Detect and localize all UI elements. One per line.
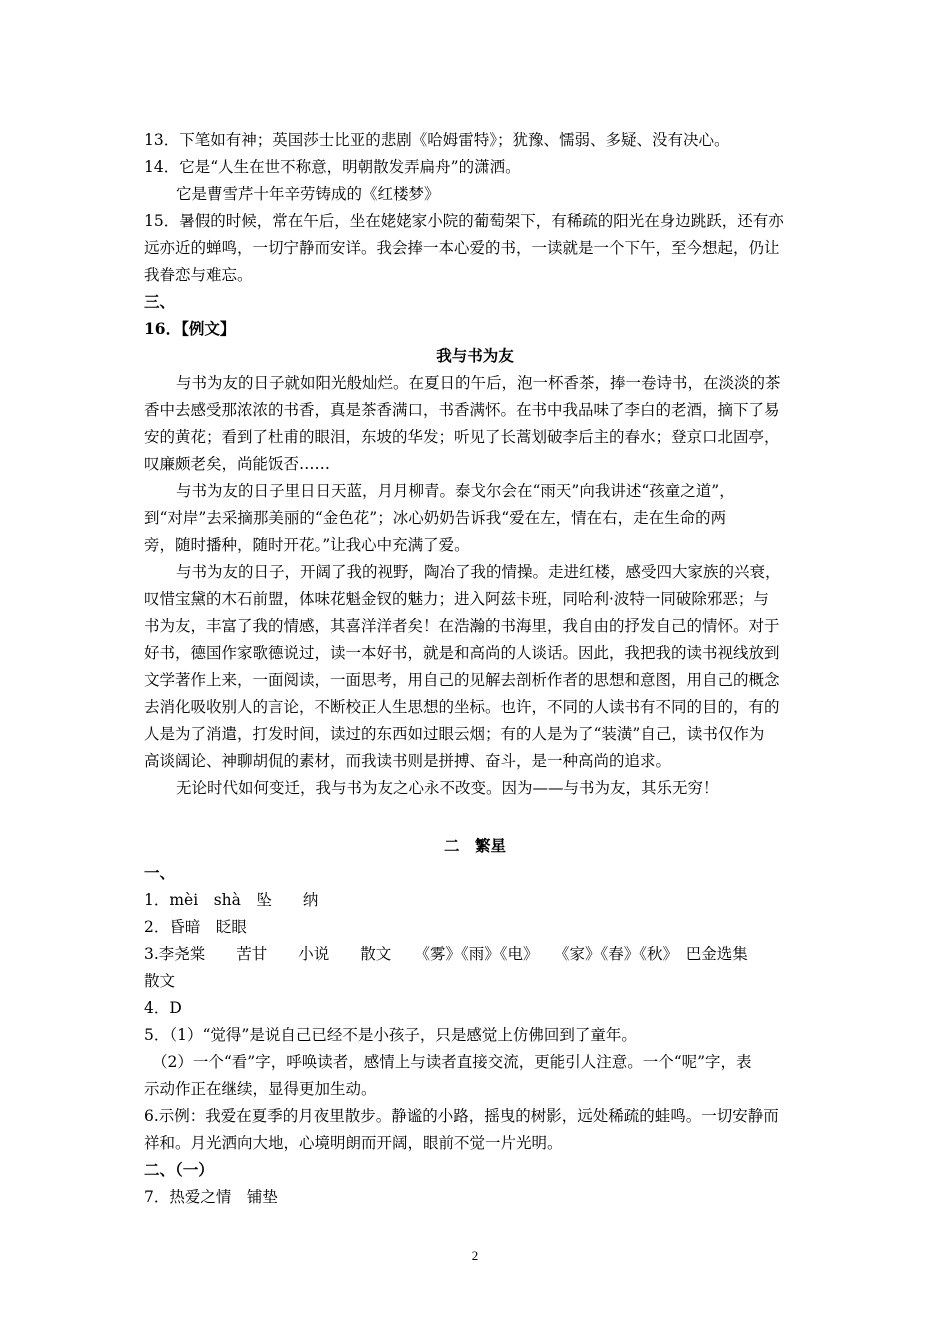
answer-15-line-1: 15．暑假的时候，常在午后，坐在姥姥家小院的葡萄架下，有稀疏的阳光在身边跳跃，还有亦 [144,212,784,230]
essay-line: 人是为了消遣，打发时间，读过的东西如过眼云烟；有的人是为了“装潢”自己，读书仅作为 [144,725,765,743]
answer-3-line-1: 3.李尧棠 苦甘 小说 散文 《雾》《雨》《电》 《家》《春》《秋》 巴金选集 [144,945,748,963]
answer-5-part-2-line-2: 示动作正在继续，显得更加生动。 [144,1080,377,1098]
essay-line: 叹廉颇老矣，尚能饭否…… [144,455,331,473]
answer-14-line-1: 14．它是“人生在世不称意，明朝散发弄扁舟”的潇洒。 [144,158,521,176]
section-heading-1: 一、 [144,863,176,882]
answer-15-line-2: 远亦近的蝉鸣，一切宁静而安详。我会捧一本心爱的书，一读就是一个下午，至今想起，仍让 [144,239,780,257]
essay-line: 与书为友的日子里日日天蓝，月月柳青。泰戈尔会在“雨天”向我讲述“孩童之道”， [176,482,735,500]
answer-6-line-1: 6.示例：我爱在夏季的月夜里散步。静谧的小路，摇曳的树影，远处稀疏的蛙鸣。一切安静而 [144,1107,779,1125]
chapter-title: 二 繁星 [443,836,506,855]
essay-line: 旁，随时播种，随时开花。”让我心中充满了爱。 [144,536,470,554]
essay-line: 到“对岸”去采摘那美丽的“金色花”；冰心奶奶告诉我“爱在左，情在右，走在生命的两 [144,509,727,527]
page-number: 2 [471,1248,479,1263]
section-heading-2-1: 二、（一） [144,1160,214,1179]
answer-5-part-1: 5．（1）“觉得”是说自己已经不是小孩子，只是感觉上仿佛回到了童年。 [144,1026,637,1044]
answer-1: 1．mèi shà 坠 纳 [144,891,319,909]
answer-4: 4．D [144,999,182,1017]
answer-6-line-2: 祥和。月光洒向大地，心境明朗而开阔，眼前不觉一片光明。 [144,1134,563,1152]
answer-2: 2．昏暗 眨眼 [144,918,247,936]
essay-line: 与书为友的日子就如阳光般灿烂。在夏日的午后，泡一杯香茶，捧一卷诗书，在淡淡的茶 [176,374,781,392]
answer-14-line-2: 它是曹雪芹十年辛劳铸成的《红楼梦》 [176,185,440,203]
essay-line: 书为友，丰富了我的情感，其喜洋洋者矣！在浩瀚的书海里，我自由的抒发自己的情怀。对于 [144,617,780,635]
answer-7: 7．热爱之情 铺垫 [144,1188,278,1206]
essay-line: 无论时代如何变迁，我与书为友之心永不改变。因为——与书为友，其乐无穷！ [176,779,719,797]
answer-3-line-2: 散文 [144,972,176,990]
essay-line: 去消化吸收别人的言论，不断校正人生思想的坐标。也许，不同的人读书有不同的目的，有的 [144,698,780,716]
essay-line: 香中去感受那浓浓的书香，真是茶香满口，书香满怀。在书中我品味了李白的老酒，摘下了易 [144,401,780,419]
answer-13: 13．下笔如有神；英国莎士比亚的悲剧《哈姆雷特》；犹豫、懦弱、多疑、没有决心。 [144,131,730,149]
essay-line: 文学著作上来，一面阅读，一面思考，用自己的见解去剖析作者的思想和意图，用自己的概念 [144,671,780,689]
essay-line: 叹惜宝黛的木石前盟，体味花魁金钗的魅力；进入阿兹卡班，同哈利·波特一同破除邪恶；与 [144,590,769,608]
section-heading-3: 三、 [144,292,176,311]
essay-line: 高谈阔论、神聊胡侃的素材，而我读书则是拼搏、奋斗，是一种高尚的追求。 [144,752,672,770]
essay-title: 我与书为友 [436,346,514,365]
essay-line: 好书，德国作家歌德说过，读一本好书，就是和高尚的人谈话。因此，我把我的读书视线放到 [144,644,780,662]
answer-5-part-2-line-1: （2）一个“看”字，呼唤读者，感情上与读者直接交流，更能引人注意。一个“呢”字，表 [152,1053,752,1071]
essay-line: 安的黄花；看到了杜甫的眼泪，东坡的华发；听见了长蒿划破李后主的春水；登京口北固亭， [144,428,780,446]
essay-line: 与书为友的日子，开阔了我的视野，陶冶了我的情操。走进红楼，感受四大家族的兴衰， [176,563,781,581]
answer-16-label: 16．【例文】 [144,319,236,338]
answer-15-line-3: 我眷恋与难忘。 [144,266,253,284]
